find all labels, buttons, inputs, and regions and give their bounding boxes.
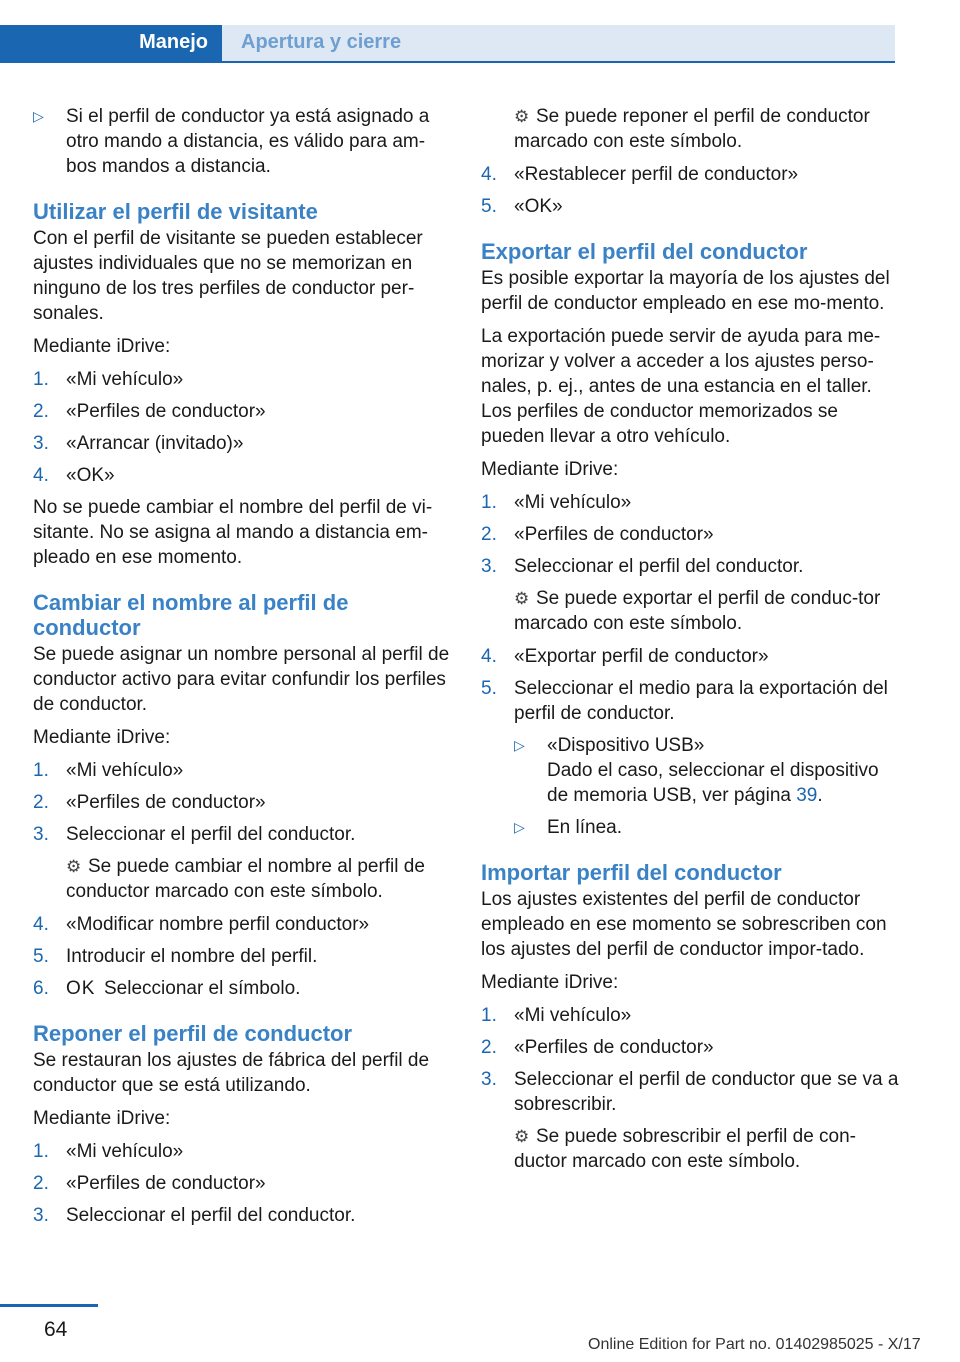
symbol-note: ⚙ Se puede cambiar el nombre al perfil de conductor marcado con este símbolo.: [66, 856, 425, 902]
list-item: 2. «Perfiles de conductor»: [33, 401, 266, 422]
idrive-label: Mediante iDrive:: [33, 727, 171, 748]
heading-cambiar: Cambiar el nombre al perfil de conductor: [33, 590, 349, 640]
heading-reponer: Reponer el perfil de conductor: [33, 1021, 353, 1046]
list-item: 1. «Mi vehículo»: [33, 760, 184, 781]
heading-visitante: Utilizar el perfil de visitante: [33, 199, 318, 224]
page-number-bar: [0, 1304, 98, 1307]
bullet-item: ▷ «Dispositivo USB» Dado el caso, seleccionar el dispositivo de memoria USB, ver página 39.: [514, 735, 879, 806]
idrive-label: Mediante iDrive:: [481, 459, 619, 480]
list-item: 2. «Perfiles de conductor»: [481, 524, 714, 545]
list-item: 4. «Modificar nombre perfil conductor»: [33, 914, 370, 935]
list-item: 3. Seleccionar el perfil del conductor.: [33, 1205, 356, 1226]
triangle-right-icon: ▷: [33, 108, 44, 124]
paragraph: La exportación puede servir de ayuda para me‐morizar y volver a acceder a los ajustes perso‐nales, p. ej., antes de una estancia en el taller. Los perfiles de conductor memorizados se pueden llevar a otro vehículo.: [481, 326, 881, 447]
list-item: 2. «Perfiles de conductor»: [33, 792, 266, 813]
edition-footer: Online Edition for Part no. 01402985025 - X/17: [588, 1336, 921, 1353]
left-column: [33, 104, 451, 1235]
bullet-item: ▷ Si el perfil de conductor ya está asignado a otro mando a distancia, es válido para am‐bos mandos a distancia.: [33, 106, 430, 177]
list-item: 4. «Exportar perfil de conductor»: [481, 646, 769, 667]
header-section-label: Manejo: [139, 31, 208, 53]
gear-icon: ⚙: [514, 1127, 530, 1146]
list-item: 1. «Mi vehículo»: [33, 1141, 184, 1162]
symbol-note: ⚙ Se puede exportar el perfil de conduc‐tor marcado con este símbolo.: [514, 588, 881, 634]
list-item: 3. Seleccionar el perfil del conductor.: [33, 824, 356, 845]
list-item: 1. «Mi vehículo»: [481, 1005, 632, 1026]
paragraph: Es posible exportar la mayoría de los ajustes del perfil de conductor empleado en ese mo‐mento.: [481, 268, 890, 314]
list-item: 4. «OK»: [33, 465, 115, 486]
page-header: [0, 0, 960, 64]
right-column: [481, 104, 899, 1182]
list-item: 3. Seleccionar el perfil de conductor que se va a sobrescribir.: [481, 1069, 899, 1115]
ok-icon: OK: [66, 978, 96, 999]
list-item: 4. «Restablecer perfil de conductor»: [481, 164, 799, 185]
list-item: 1. «Mi vehículo»: [481, 492, 632, 513]
page-link[interactable]: 39: [796, 785, 818, 806]
idrive-label: Mediante iDrive:: [33, 1108, 171, 1129]
paragraph: Los ajustes existentes del perfil de conductor empleado en ese momento se sobrescriben con los ajustes del perfil de conductor impor‐tado.: [481, 889, 887, 960]
symbol-note: ⚙ Se puede sobrescribir el perfil de con‐ductor marcado con este símbolo.: [514, 1126, 857, 1172]
list-item: 2. «Perfiles de conductor»: [481, 1037, 714, 1058]
paragraph: Se puede asignar un nombre personal al perfil de conductor activo para evitar confundir los perfiles de conductor.: [33, 644, 450, 715]
list-item: 1. «Mi vehículo»: [33, 369, 184, 390]
gear-icon: ⚙: [514, 589, 530, 608]
header-section-tab: [0, 25, 222, 63]
page-number: 64: [44, 1318, 68, 1341]
gear-icon: ⚙: [66, 857, 82, 876]
symbol-note: ⚙ Se puede reponer el perfil de conductor marcado con este símbolo.: [514, 106, 870, 152]
heading-importar: Importar perfil del conductor: [481, 860, 782, 885]
paragraph: Con el perfil de visitante se pueden establecer ajustes individuales que no se memorizan en ninguno de los tres perfiles de conductor per‐sonales.: [33, 228, 423, 324]
gear-icon: ⚙: [514, 107, 530, 126]
idrive-label: Mediante iDrive:: [33, 336, 171, 357]
paragraph: No se puede cambiar el nombre del perfil de vi‐sitante. No se asigna al mando a distancia em‐pleado en ese momento.: [33, 497, 433, 568]
list-item: 5. «OK»: [481, 196, 563, 217]
list-item: 3. Seleccionar el perfil del conductor.: [481, 556, 804, 577]
triangle-right-icon: ▷: [514, 737, 525, 753]
list-item: 5. Introducir el nombre del perfil.: [33, 946, 318, 967]
bullet-item: ▷ En línea.: [514, 817, 622, 838]
list-item: 6. OK Seleccionar el símbolo.: [33, 978, 301, 999]
list-item: 5. Seleccionar el medio para la exportación del perfil de conductor.: [481, 678, 888, 724]
paragraph: Se restauran los ajustes de fábrica del perfil de conductor que se está utilizando.: [33, 1050, 430, 1096]
idrive-label: Mediante iDrive:: [481, 972, 619, 993]
triangle-right-icon: ▷: [514, 819, 525, 835]
heading-exportar: Exportar el perfil del conductor: [481, 239, 808, 264]
header-subsection-label: Apertura y cierre: [241, 31, 402, 53]
list-item: 2. «Perfiles de conductor»: [33, 1173, 266, 1194]
list-item: 3. «Arrancar (invitado)»: [33, 433, 244, 454]
